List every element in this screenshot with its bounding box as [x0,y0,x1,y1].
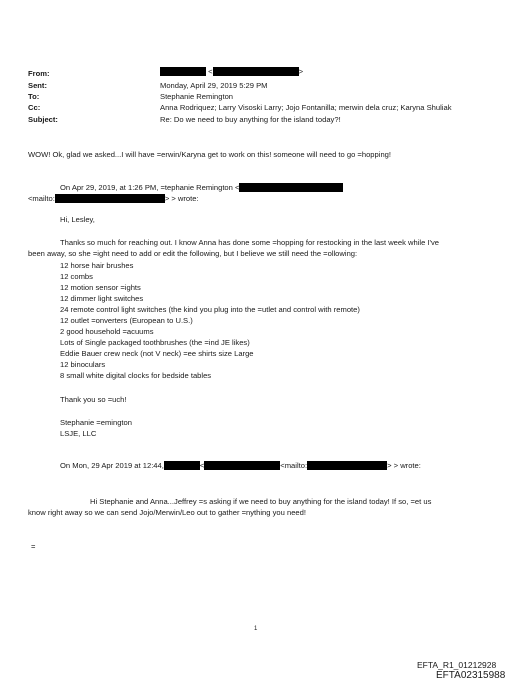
list-item: 12 outlet =onverters (European to U.S.) [60,316,193,325]
para1-line1: Thanks so much for reaching out. I know Anna has done some =hopping for restocking in the last week while I've [60,238,440,247]
subject-label: Subject: [28,115,58,124]
list-item: 24 remote control light switches (the kind you plug into the =utlet and control with remote) [60,305,360,314]
list-item: 12 combs [60,272,93,281]
quote1-wrote: > > wrote: [164,194,199,203]
redaction-box [55,194,165,203]
quote2-text: On Mon, 29 Apr 2019 at 12:44, [60,461,164,470]
page-number: 1 [254,626,258,632]
from-value [160,67,303,76]
sent-value: Monday, April 29, 2019 5:29 PM [160,81,268,90]
signature-company: LSJE, LLC [60,429,97,438]
from-label: From: [28,69,50,78]
from-lt: < [208,67,213,76]
list-item: 12 binoculars [60,360,106,369]
cc-label: Cc: [28,103,41,112]
list-item: Eddie Bauer crew neck (not V neck) =ee shirts size Large [60,349,254,358]
list-item: 12 horse hair brushes [60,261,134,270]
para1-line2: been away, so she =ight need to add or edit the following, but I believe we still need the =ollowing: [28,249,358,258]
redaction-box [213,67,299,76]
signature-name: Stephanie =emington [60,418,132,427]
list-item: 2 good household =acuums [60,327,154,336]
document-id-1: EFTA_R1_01212928 [417,660,497,670]
quote1-text: On Apr 29, 2019, at 1:26 PM, =tephanie Remington < [60,183,240,192]
equals-sign: = [31,542,36,551]
redaction-box [239,183,343,192]
redaction-box [204,461,280,470]
document-id-2: EFTA02315988 [436,670,506,681]
redaction-box [307,461,387,470]
cc-value: Anna Rodriquez; Larry Visoski Larry; Jojo Fontanilla; merwin dela cruz; Karyna Shuliak [160,103,452,112]
list-item: 12 motion sensor =ights [60,283,141,292]
sent-label: Sent: [28,81,47,90]
quote2-mailto: <mailto: [280,461,308,470]
list-item: Lots of Single packaged toothbrushes (the =ind JE likes) [60,338,250,347]
subject-value: Re: Do we need to buy anything for the island today?! [160,115,341,124]
greeting: Hi, Lesley, [60,215,95,224]
reply-text: WOW! Ok, glad we asked...I will have =erwin/Karyna get to work on this! someone will need to go =hopping! [28,150,391,159]
original-line2: know right away so we can send Jojo/Merwin/Leo out to gather =nything you need! [28,508,306,517]
thanks-line: Thank you so =uch! [60,395,127,404]
from-gt: > [298,67,303,76]
list-item: 8 small white digital clocks for bedside tables [60,371,212,380]
quote2-line [60,461,421,470]
original-line1: Hi Stephanie and Anna...Jeffrey =s asking if we need to buy anything for the island today! If so, =et us [90,497,432,506]
quote1-line2 [28,194,199,203]
redaction-box [164,461,200,470]
list-item: 12 dimmer light switches [60,294,144,303]
quote2-wrote: > > wrote: [387,461,421,470]
redaction-box [160,67,206,76]
to-value: Stephanie Remington [160,92,234,101]
quote2-lt: < [199,461,205,470]
quote1-line1 [60,183,343,192]
quote1-mailto: <mailto: [28,194,55,203]
to-label: To: [28,92,40,101]
